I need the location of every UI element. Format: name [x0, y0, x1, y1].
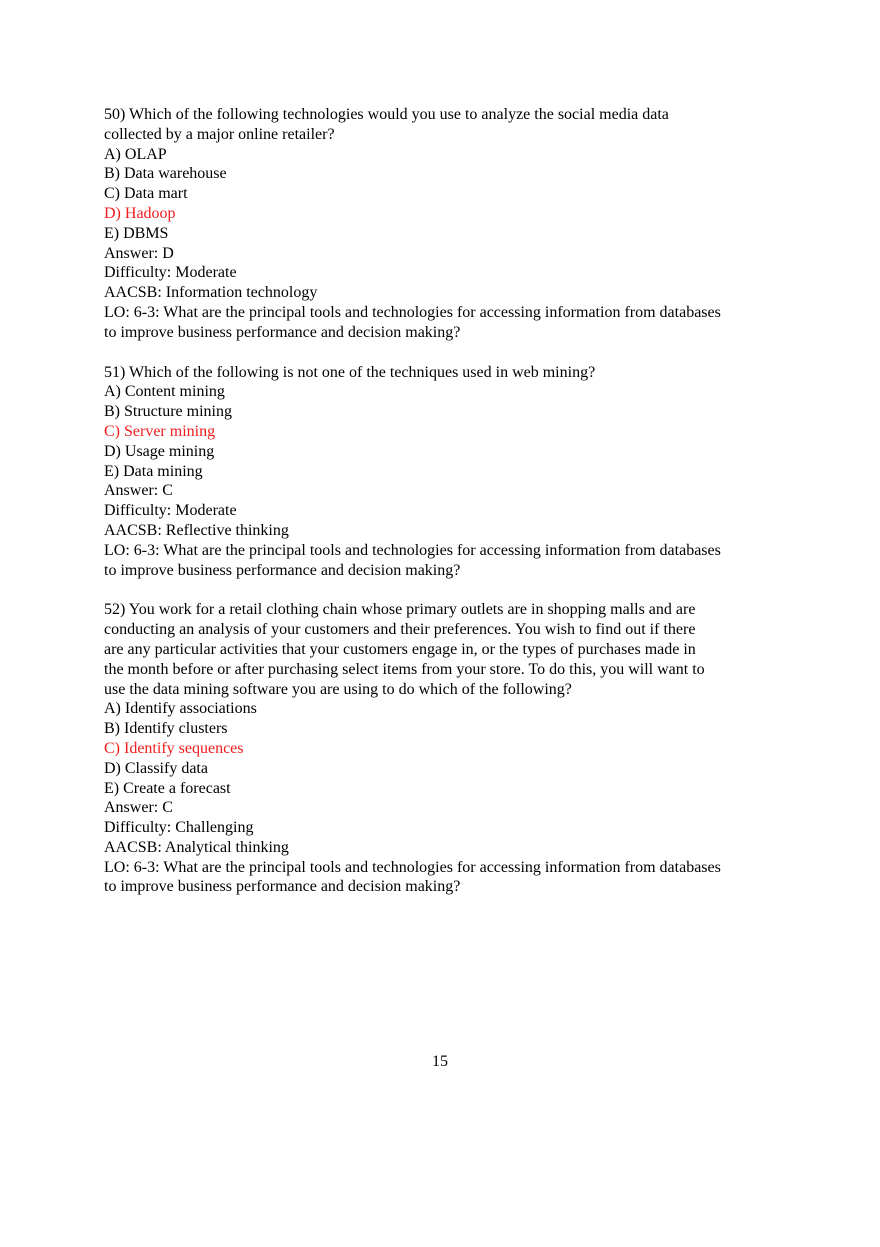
answer-option-a: A) Content mining: [104, 383, 225, 401]
answer-option-a: A) Identify associations: [104, 700, 257, 718]
question-stem-line: 50) Which of the following technologies would you use to analyze the social media data: [104, 106, 669, 123]
learning-objective-line: LO: 6-3: What are the principal tools and technologies for accessing information from databases: [104, 303, 721, 321]
answer-option-d: D) Classify data: [104, 759, 208, 777]
document-page: [104, 105, 794, 917]
answer-option-b: B) Structure mining: [104, 403, 232, 421]
answer-key: Answer: D: [104, 244, 174, 262]
question-stem-line: are any particular activities that your customers engage in, or the types of purchases made in: [104, 640, 696, 658]
question-52: [104, 600, 794, 897]
answer-option-c-correct: C) Identify sequences: [104, 739, 244, 757]
difficulty-label: Difficulty: Challenging: [104, 819, 254, 837]
question-stem-line: use the data mining software you are using to do which of the following?: [104, 680, 572, 698]
learning-objective-line: LO: 6-3: What are the principal tools and technologies for accessing information from databases: [104, 541, 721, 559]
answer-option-e: E) Create a forecast: [104, 779, 231, 797]
answer-option-c: C) Data mart: [104, 185, 188, 203]
answer-option-b: B) Data warehouse: [104, 165, 227, 183]
aacsb-label: AACSB: Reflective thinking: [104, 521, 289, 539]
question-50: [104, 105, 794, 343]
answer-option-e: E) DBMS: [104, 224, 169, 242]
learning-objective-line: to improve business performance and decision making?: [104, 561, 461, 579]
question-51: [104, 363, 794, 581]
question-stem-line: the month before or after purchasing select items from your store. To do this, you will want to: [104, 660, 705, 678]
learning-objective-line: to improve business performance and decision making?: [104, 323, 461, 341]
answer-option-e: E) Data mining: [104, 462, 203, 480]
question-stem-line: 51) Which of the following is not one of the techniques used in web mining?: [104, 363, 596, 381]
aacsb-label: AACSB: Analytical thinking: [104, 838, 289, 856]
learning-objective-line: LO: 6-3: What are the principal tools and technologies for accessing information from databases: [104, 858, 721, 876]
difficulty-label: Difficulty: Moderate: [104, 264, 237, 282]
aacsb-label: AACSB: Information technology: [104, 284, 318, 302]
answer-option-a: A) OLAP: [104, 145, 167, 163]
difficulty-label: Difficulty: Moderate: [104, 502, 237, 520]
answer-key: Answer: C: [104, 482, 173, 500]
answer-option-d-correct: D) Hadoop: [104, 204, 176, 222]
learning-objective-line: to improve business performance and decision making?: [104, 878, 461, 896]
answer-option-d: D) Usage mining: [104, 442, 215, 460]
answer-key: Answer: C: [104, 799, 173, 817]
answer-option-c-correct: C) Server mining: [104, 422, 216, 440]
question-stem-line: collected by a major online retailer?: [104, 125, 335, 143]
page-number: 15: [432, 1053, 448, 1070]
answer-option-b: B) Identify clusters: [104, 720, 228, 738]
question-stem-line: 52) You work for a retail clothing chain whose primary outlets are in shopping malls and are: [104, 601, 696, 619]
question-stem-line: conducting an analysis of your customers and their preferences. You wish to find out if there: [104, 621, 696, 639]
